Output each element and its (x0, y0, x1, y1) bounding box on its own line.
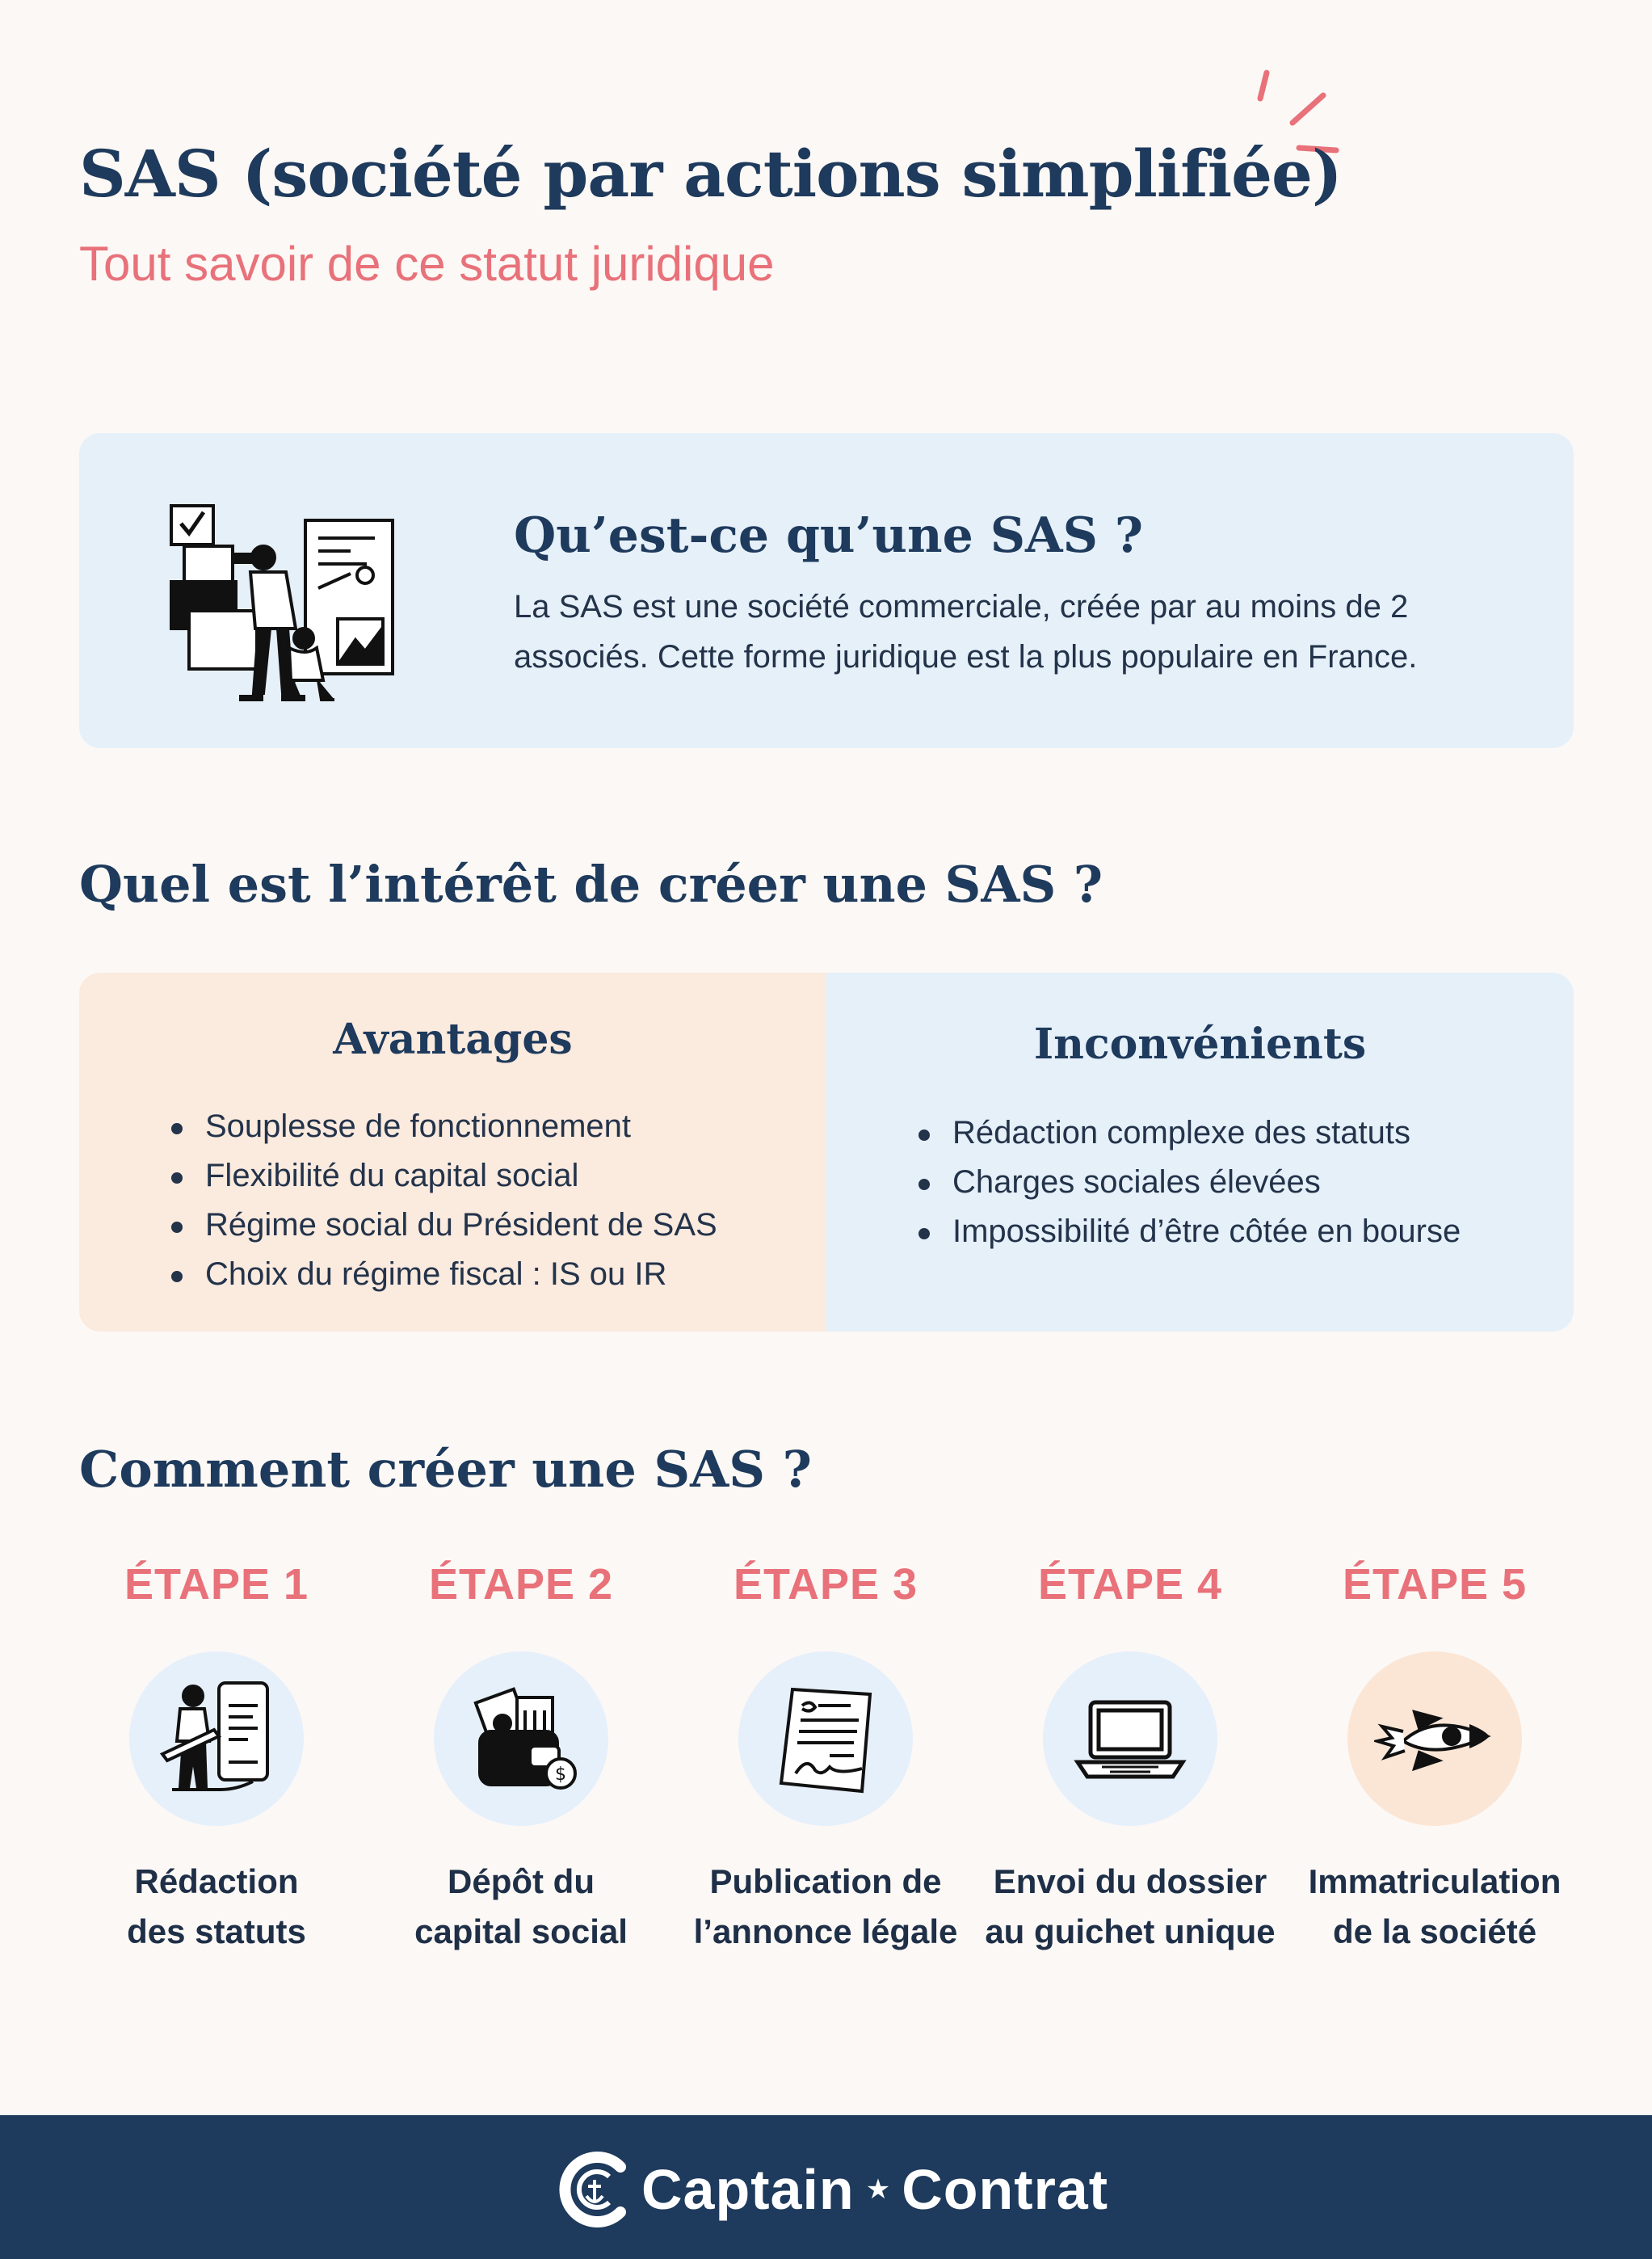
presentation-illustration-icon (168, 504, 402, 706)
cons-title: Inconvénients (1033, 1020, 1367, 1069)
step-1 (71, 1559, 362, 1957)
brand-name-right: Contrat (902, 2158, 1109, 2221)
step-text: Dépôt du capital social (414, 1862, 628, 1950)
step-text: Rédaction des statuts (127, 1862, 306, 1950)
signed-document-icon (765, 1678, 886, 1799)
step-label: ÉTAPE 3 (733, 1560, 918, 1609)
list-item: Choix du régime fiscal : IS ou IR (166, 1250, 717, 1299)
step-icon-circle (129, 1651, 304, 1826)
pros-cons-table (79, 973, 1574, 1331)
brand-name-left: Captain (641, 2158, 855, 2221)
list-item: Flexibilité du capital social (166, 1151, 717, 1201)
step-text: Immatriculation de la société (1308, 1862, 1562, 1950)
list-item: Régime social du Président de SAS (166, 1201, 717, 1250)
footer (0, 2115, 1652, 2259)
pros-list (166, 1102, 717, 1299)
intro-title: Qu’est-ce qu’une SAS ? (514, 507, 1143, 564)
captain-contrat-logo-icon (557, 2149, 630, 2230)
list-item: Rédaction complexe des statuts (914, 1108, 1461, 1158)
page-title: SAS (société par actions simplifiée) (79, 136, 1342, 212)
step-4 (985, 1559, 1276, 1957)
step-label: ÉTAPE 1 (124, 1560, 309, 1609)
signing-person-icon (156, 1678, 277, 1799)
step-icon-circle (1043, 1651, 1217, 1826)
step-label: ÉTAPE 2 (428, 1560, 614, 1609)
pros-title: Avantages (333, 1015, 573, 1064)
step-icon-circle (434, 1651, 608, 1826)
page-subtitle: Tout savoir de ce statut juridique (79, 237, 775, 291)
cons-list (914, 1108, 1461, 1256)
steps-section-title: Comment créer une SAS ? (79, 1440, 812, 1499)
step-icon-circle (738, 1651, 913, 1826)
step-text: Envoi du dossier au guichet unique (985, 1862, 1276, 1950)
list-item: Impossibilité d’être côtée en bourse (914, 1207, 1461, 1256)
step-label: ÉTAPE 5 (1342, 1560, 1528, 1609)
svg-text:$: $ (555, 1765, 566, 1785)
brand-logo[interactable] (557, 2149, 1108, 2230)
step-text: Publication de l’annonce légale (693, 1862, 958, 1950)
step-5 (1289, 1559, 1580, 1957)
intro-description: La SAS est une société commerciale, créée par au moins de 2 associés. Cette forme juridique est la plus populaire en France. (514, 589, 1418, 675)
wallet-icon (460, 1678, 582, 1799)
step-label: ÉTAPE 4 (1037, 1560, 1223, 1609)
pros-panel (79, 973, 826, 1331)
cons-panel (826, 973, 1574, 1331)
intro-card (79, 433, 1574, 748)
step-3 (680, 1559, 971, 1957)
brand-star: ★ (865, 2174, 891, 2205)
step-icon-circle (1347, 1651, 1522, 1826)
list-item: Charges sociales élevées (914, 1158, 1461, 1207)
list-item: Souplesse de fonctionnement (166, 1102, 717, 1151)
rocket-icon (1374, 1678, 1495, 1799)
interest-section-title: Quel est l’intérêt de créer une SAS ? (79, 855, 1103, 914)
laptop-icon (1070, 1678, 1191, 1799)
step-2 (376, 1559, 666, 1957)
